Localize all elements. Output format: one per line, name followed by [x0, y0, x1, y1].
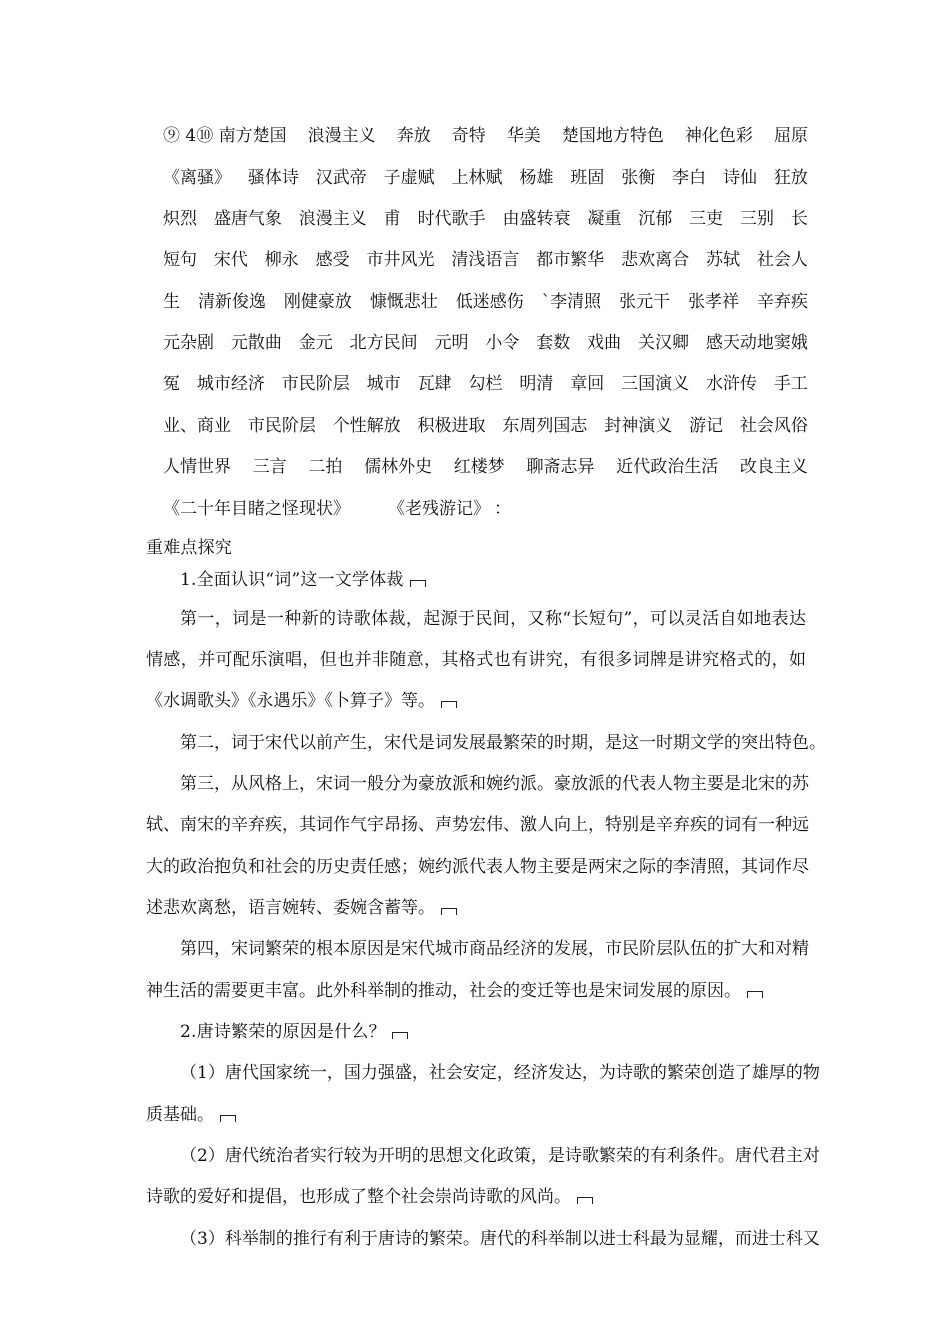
keyword-row: 《二十年目睹之怪现状》 《老残游记》 ： [163, 499, 511, 519]
bracket-mark-icon [747, 991, 763, 998]
keyword-row: ⑨ 4⑩ 南方楚国 浪漫主义 奔放 奇特 华美 楚国地方特色 神化色彩 屈原 [163, 126, 808, 146]
keyword-row: 生 清新俊逸 刚健豪放 慷慨悲壮 低迷感伤 `李清照 张元干 张孝祥 辛弃疾 [163, 292, 808, 312]
bracket-mark-icon [441, 701, 457, 708]
paragraph-line: （2）唐代统治者实行较为开明的思想文化政策，是诗歌繁荣的有利条件。唐代君主对 [180, 1146, 820, 1166]
keyword-row: 冤 城市经济 市民阶层 城市 瓦肆 勾栏 明清 章回 三国演义 水浒传 手工 [163, 374, 808, 394]
bracket-mark-icon [577, 1197, 593, 1204]
paragraph-line: 情感，并可配乐演唱，但也并非随意，其格式也有讲究，有很多词牌是讲究格式的，如 [146, 650, 806, 670]
paragraph-line: 质基础。 [146, 1103, 806, 1127]
bracket-mark-icon [441, 908, 457, 915]
paragraph-line: （1）唐代国家统一，国力强盛，社会安定，经济发达，为诗歌的繁荣创造了雄厚的物 [180, 1063, 820, 1083]
question-title: 1.全面认识“词”这一文学体裁 [180, 568, 426, 592]
keyword-row: 短句 宋代 柳永 感受 市井风光 清浅语言 都市繁华 悲欢离合 苏轼 社会人 [163, 250, 808, 270]
keyword-row: 《离骚》 骚体诗 汉武帝 子虚赋 上林赋 杨雄 班固 张衡 李白 诗仙 狂放 [163, 168, 808, 188]
bracket-mark-icon [392, 1032, 408, 1039]
paragraph-line: 第二，词于宋代以前产生，宋代是词发展最繁荣的时期，是这一时期文学的突出特色。 [180, 733, 826, 753]
paragraph-line: 诗歌的爱好和提倡，也形成了整个社会崇尚诗歌的风尚。 [146, 1185, 806, 1209]
paragraph-line: 述悲欢离愁，语言婉转、委婉含蓄等。 [146, 896, 806, 920]
paragraph-line: （3）科举制的推行有利于唐诗的繁荣。唐代的科举制以进士科最为显耀，而进士科又 [180, 1229, 820, 1249]
paragraph-line: 轼、南宋的辛弃疾，其词作气宇昂扬、声势宏伟、激人向上，特别是辛弃疾的词有一种远 [146, 815, 809, 835]
paragraph-line: 《水调歌头》《永遇乐》《卜算子》等。 [146, 689, 806, 713]
paragraph-line: 第四，宋词繁荣的根本原因是宋代城市商品经济的发展，市民阶层队伍的扩大和对精 [180, 939, 809, 959]
bracket-mark-icon [220, 1115, 236, 1122]
section-title: 重难点探究 [146, 538, 232, 558]
keyword-row: 人情世界 三言 二拍 儒林外史 红楼梦 聊斋志异 近代政治生活 改良主义 [163, 457, 808, 477]
paragraph-line: 大的政治抱负和社会的历史责任感；婉约派代表人物主要是两宋之际的李清照，其词作尽 [146, 857, 809, 877]
keyword-row: 元杂剧 元散曲 金元 北方民间 元明 小令 套数 戏曲 关汉卿 感天动地窦娥 [163, 333, 808, 353]
paragraph-line: 第三，从风格上，宋词一般分为豪放派和婉约派。豪放派的代表人物主要是北宋的苏 [180, 774, 809, 794]
keyword-row: 炽烈 盛唐气象 浪漫主义 甫 时代歌手 由盛转衰 凝重 沉郁 三吏 三别 长 [163, 209, 808, 229]
keyword-row: 业、商业 市民阶层 个性解放 积极进取 东周列国志 封神演义 游记 社会风俗 [163, 416, 808, 436]
bracket-mark-icon [410, 580, 426, 587]
paragraph-line: 神生活的需要更丰富。此外科举制的推动，社会的变迁等也是宋词发展的原因。 [146, 979, 806, 1003]
question-title: 2.唐诗繁荣的原因是什么？ [180, 1020, 408, 1044]
paragraph-line: 第一，词是一种新的诗歌体裁，起源于民间，又称“长短句”，可以灵活自如地表达 [180, 609, 806, 629]
